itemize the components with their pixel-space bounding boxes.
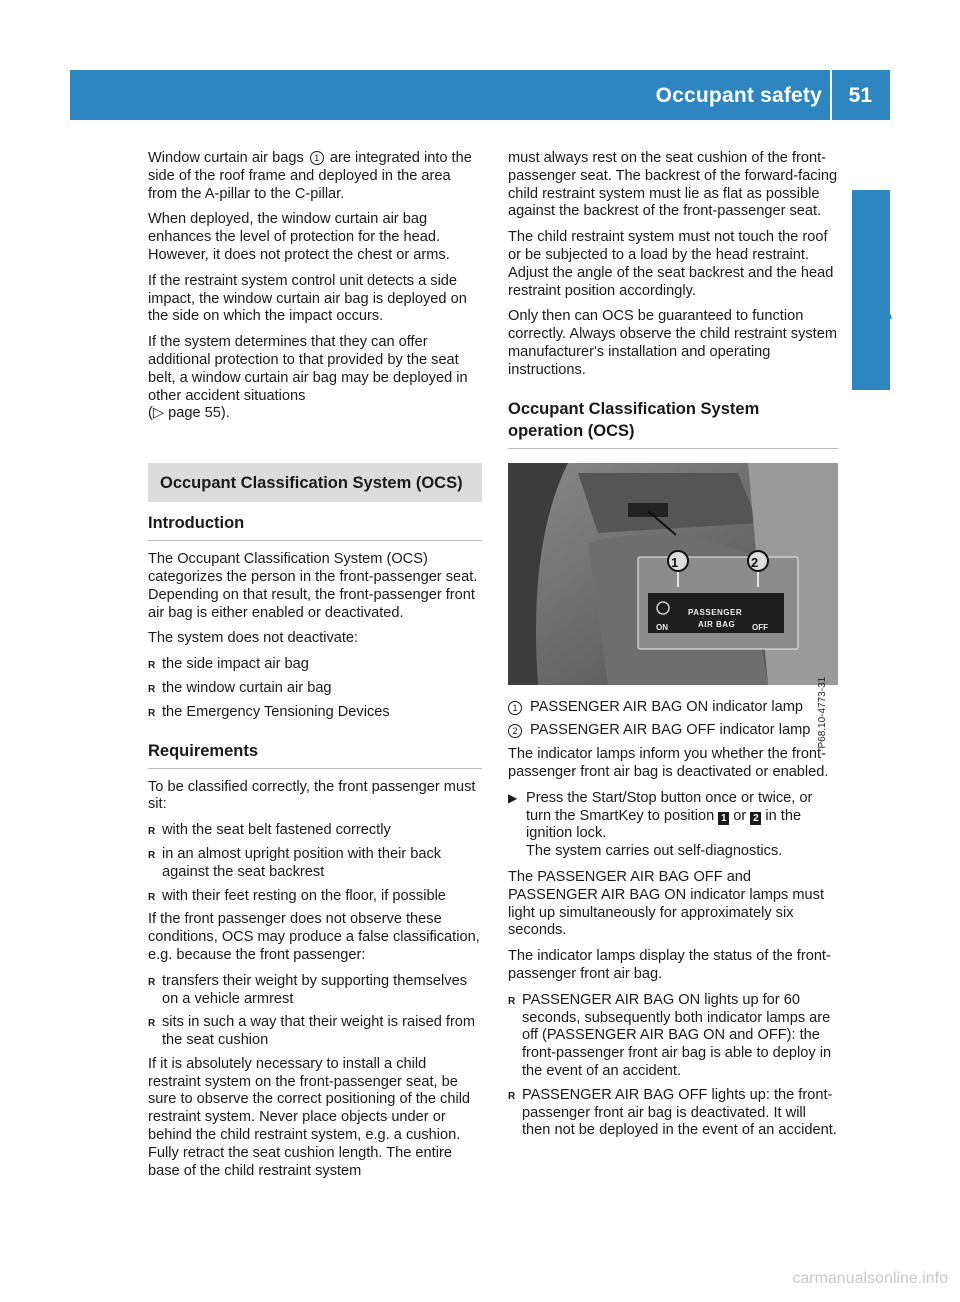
key-position-2-icon: 2 (750, 812, 761, 825)
subheading-ocs-operation: Occupant Classification System operation (OCS) (508, 398, 838, 449)
callout-1-icon: 1 (671, 554, 679, 570)
right-column (508, 150, 838, 1146)
lamp-on-label: ON (656, 622, 668, 632)
lamp-text-passenger: PASSENGER (688, 607, 743, 617)
section-heading: Occupant Classification System (OCS) (148, 463, 482, 502)
list-item: R with their feet resting on the floor, if possible (148, 888, 482, 906)
list-item: R sits in such a way that their weight is raised from the seat cushion (148, 1014, 482, 1050)
subheading-requirements: Requirements (148, 740, 482, 769)
page-number: 51 (848, 84, 872, 107)
lamp-off-label: OFF (752, 622, 768, 632)
left-column (148, 150, 482, 1188)
header-divider (830, 70, 832, 120)
paragraph: When deployed, the window curtain air bag enhances the level of protection for the head. However, it does not protect the chest or arms. (148, 211, 450, 263)
list-item: R with the seat belt fastened correctly (148, 822, 482, 840)
image-reference: P68.10-4773-31 (817, 676, 829, 749)
paragraph: The PASSENGER AIR BAG OFF and PASSENGER AIR BAG ON indicator lamps must light up simultaneously for approximately six seconds. (508, 868, 825, 939)
chapter-label: Safety (867, 307, 892, 375)
callout-1-icon: 1 (310, 151, 324, 165)
paragraph: The indicator lamps inform you whether the front-passenger front air bag is deactivated or enabled. (508, 746, 829, 780)
paragraph: If it is absolutely necessary to install a child restraint system on the front-passenger seat, be sure to observe the correct positioning of the child restraint system. Never place objects under or behind the child restraint system, e.g. a cushion. Fully retract the seat cushion length. The entire base of the child restraint system (148, 1055, 471, 1179)
paragraph: must always rest on the seat cushion of the front-passenger seat. The backrest of the forward-facing child restraint system must lie as flat as possible against the backrest of the front-passenger seat. (508, 150, 838, 220)
watermark: carmanualsonline.info (792, 1270, 948, 1287)
paragraph: The child restraint system must not touch the roof or be subjected to a load by the head restraint. Adjust the angle of the seat backrest and the head restraint position accordingly. (508, 229, 834, 299)
legend-item: 2 PASSENGER AIR BAG OFF indicator lamp (508, 722, 838, 740)
header-bar (70, 70, 890, 120)
list-item: R PASSENGER AIR BAG ON lights up for 60 seconds, subsequently both indicator lamps are off (PASSENGER AIR BAG ON and OFF): the front-passenger front air bag is able to deploy in the event of an accident. (508, 992, 838, 1081)
key-position-1-icon: 1 (718, 812, 729, 825)
paragraph: To be classified correctly, the front passenger must sit: (148, 778, 476, 813)
paragraph: The indicator lamps display the status of the front-passenger front air bag. (508, 948, 831, 982)
callout-1-icon: 1 (508, 701, 522, 715)
list-item: R in an almost upright position with their back against the seat backrest (148, 846, 482, 882)
paragraph: Window curtain air bags 1 are integrated into the side of the roof frame and deployed in the area from the A-pillar to the C-pillar. (148, 150, 472, 202)
list-item: R transfers their weight by supporting themselves on a vehicle armrest (148, 973, 482, 1009)
lamp-text-airbag: AIR BAG (698, 619, 736, 629)
paragraph: Only then can OCS be guaranteed to function correctly. Always observe the child restraint system manufacturer's installation and operating instructions. (508, 308, 838, 378)
page-reference-link[interactable]: (▷ page 55). (148, 405, 230, 422)
subheading-introduction: Introduction (148, 512, 482, 541)
step-arrow-icon: ▶ (508, 790, 518, 805)
list-item: R the side impact air bag (148, 656, 482, 674)
paragraph: If the restraint system control unit detects a side impact, the window curtain air bag is deployed on the side on which the impact occurs. (148, 272, 467, 325)
list-item: R PASSENGER AIR BAG OFF lights up: the front-passenger front air bag is deactivated. It will then not be deployed in the event of an accident. (508, 1087, 838, 1140)
paragraph: If the front passenger does not observe these conditions, OCS may produce a false classification, e.g. because the front passenger: (148, 911, 480, 963)
list-item: R the Emergency Tensioning Devices (148, 704, 482, 722)
legend-item: 1 PASSENGER AIR BAG ON indicator lamp (508, 699, 838, 717)
paragraph: If the system determines that they can offer additional protection to that provided by the seat belt, a window curtain air bag may be deployed in other accident situations (▷ page 55). (148, 334, 468, 422)
callout-2-icon: 2 (508, 724, 522, 738)
list-item: R the window curtain air bag (148, 680, 482, 698)
instruction-step: ▶ Press the Start/Stop button once or twice, or turn the SmartKey to position 1 or 2 in the ignition lock. The system carries out self-diagnostics. (508, 789, 813, 860)
paragraph: The Occupant Classification System (OCS) categorizes the person in the front-passenger seat. Depending on that result, the front-passenger front air bag is either enabled or deactivated. (148, 551, 478, 621)
section-title: Occupant safety (655, 84, 822, 107)
paragraph: The system does not deactivate: (148, 630, 359, 647)
callout-2-icon: 2 (751, 554, 759, 570)
console-illustration (508, 463, 838, 685)
